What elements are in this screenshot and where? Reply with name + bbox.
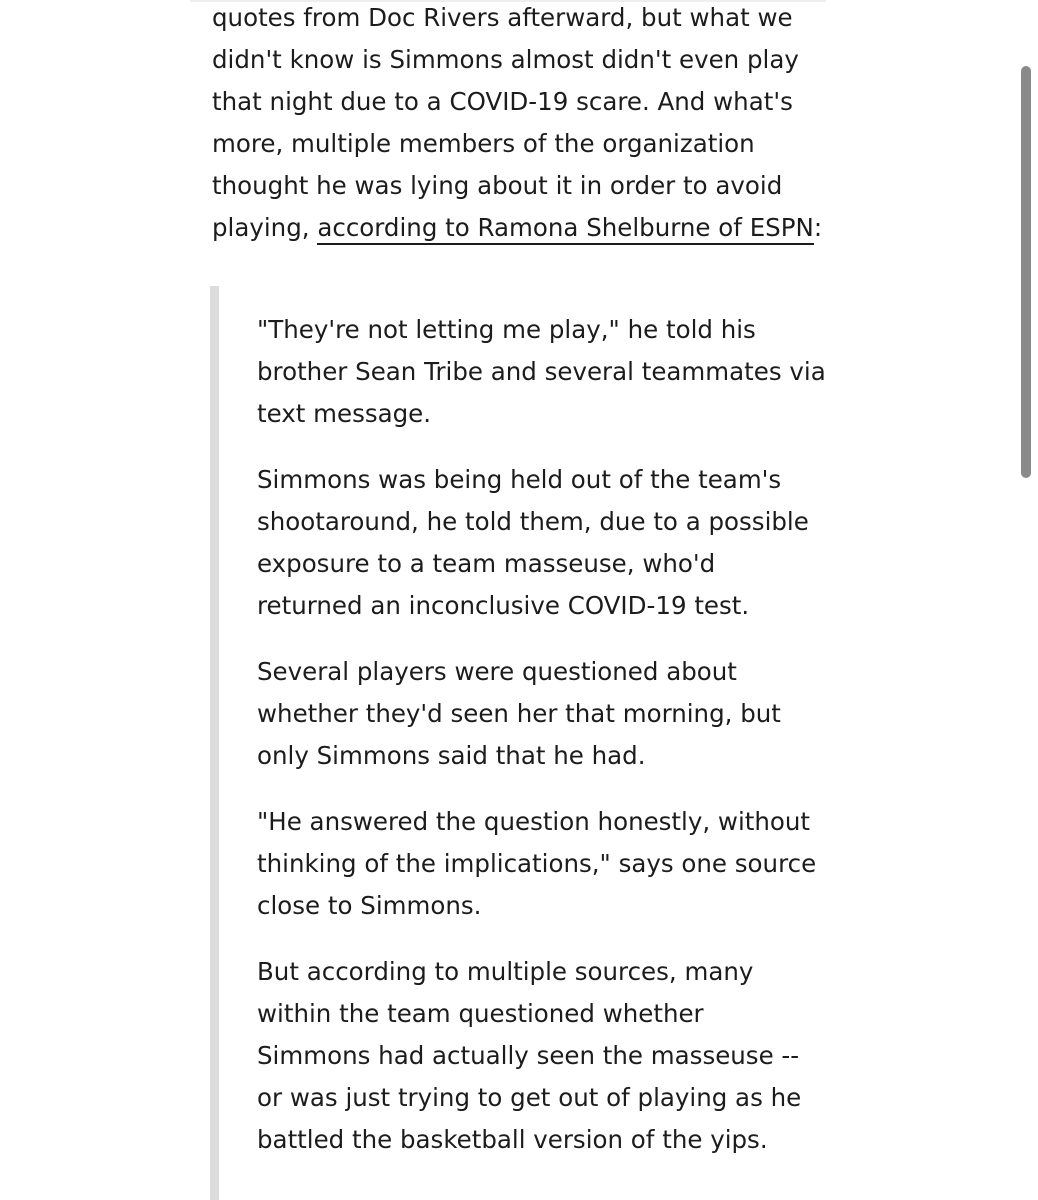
quote-line: close to Simmons.	[257, 891, 482, 920]
blockquote	[257, 309, 826, 1185]
quote-line: But according to multiple sources, many	[257, 957, 754, 986]
lead-last-line	[212, 207, 823, 249]
quote-paragraph	[257, 651, 817, 777]
quote-line: Several players were questioned about	[257, 657, 737, 686]
quote-line: "He answered the question honestly, without	[257, 807, 811, 836]
quote-line: Simmons had actually seen the masseuse --	[257, 1041, 800, 1070]
scrollbar-thumb[interactable]	[1021, 66, 1031, 478]
quote-line: Simmons was being held out of the team's	[257, 465, 782, 494]
lead-paragraph	[212, 0, 823, 249]
quote-line: whether they'd seen her that morning, but	[257, 699, 781, 728]
quote-line: battled the basketball version of the yips.	[257, 1125, 768, 1154]
espn-source-link[interactable]: according to Ramona Shelburne of ESPN	[317, 213, 813, 245]
lead-line: that night due to a COVID-19 scare. And what's	[212, 87, 793, 116]
quote-line: brother Sean Tribe and several teammates via	[257, 357, 826, 386]
quote-paragraph	[257, 309, 826, 435]
quote-paragraph	[257, 459, 817, 627]
lead-line: more, multiple members of the organization	[212, 129, 755, 158]
lead-line: didn't know is Simmons almost didn't even play	[212, 45, 799, 74]
lead-last-prefix: playing,	[212, 213, 318, 242]
quote-line: text message.	[257, 399, 432, 428]
lead-line: thought he was lying about it in order to avoid	[212, 171, 783, 200]
quote-paragraph	[257, 801, 817, 927]
quote-line: "They're not letting me play," he told his	[257, 315, 756, 344]
lead-line: quotes from Doc Rivers afterward, but what we	[212, 3, 793, 32]
quote-line: or was just trying to get out of playing as he	[257, 1083, 802, 1112]
quote-line: only Simmons said that he had.	[257, 741, 646, 770]
quote-line: returned an inconclusive COVID-19 test.	[257, 591, 750, 620]
quote-line: exposure to a team masseuse, who'd	[257, 549, 716, 578]
quote-line: thinking of the implications," says one source	[257, 849, 817, 878]
quote-line: within the team questioned whether	[257, 999, 704, 1028]
quote-paragraph	[257, 951, 817, 1161]
blockquote-bar	[210, 286, 219, 1200]
quote-line: shootaround, he told them, due to a possible	[257, 507, 809, 536]
lead-last-suffix: :	[813, 213, 823, 242]
